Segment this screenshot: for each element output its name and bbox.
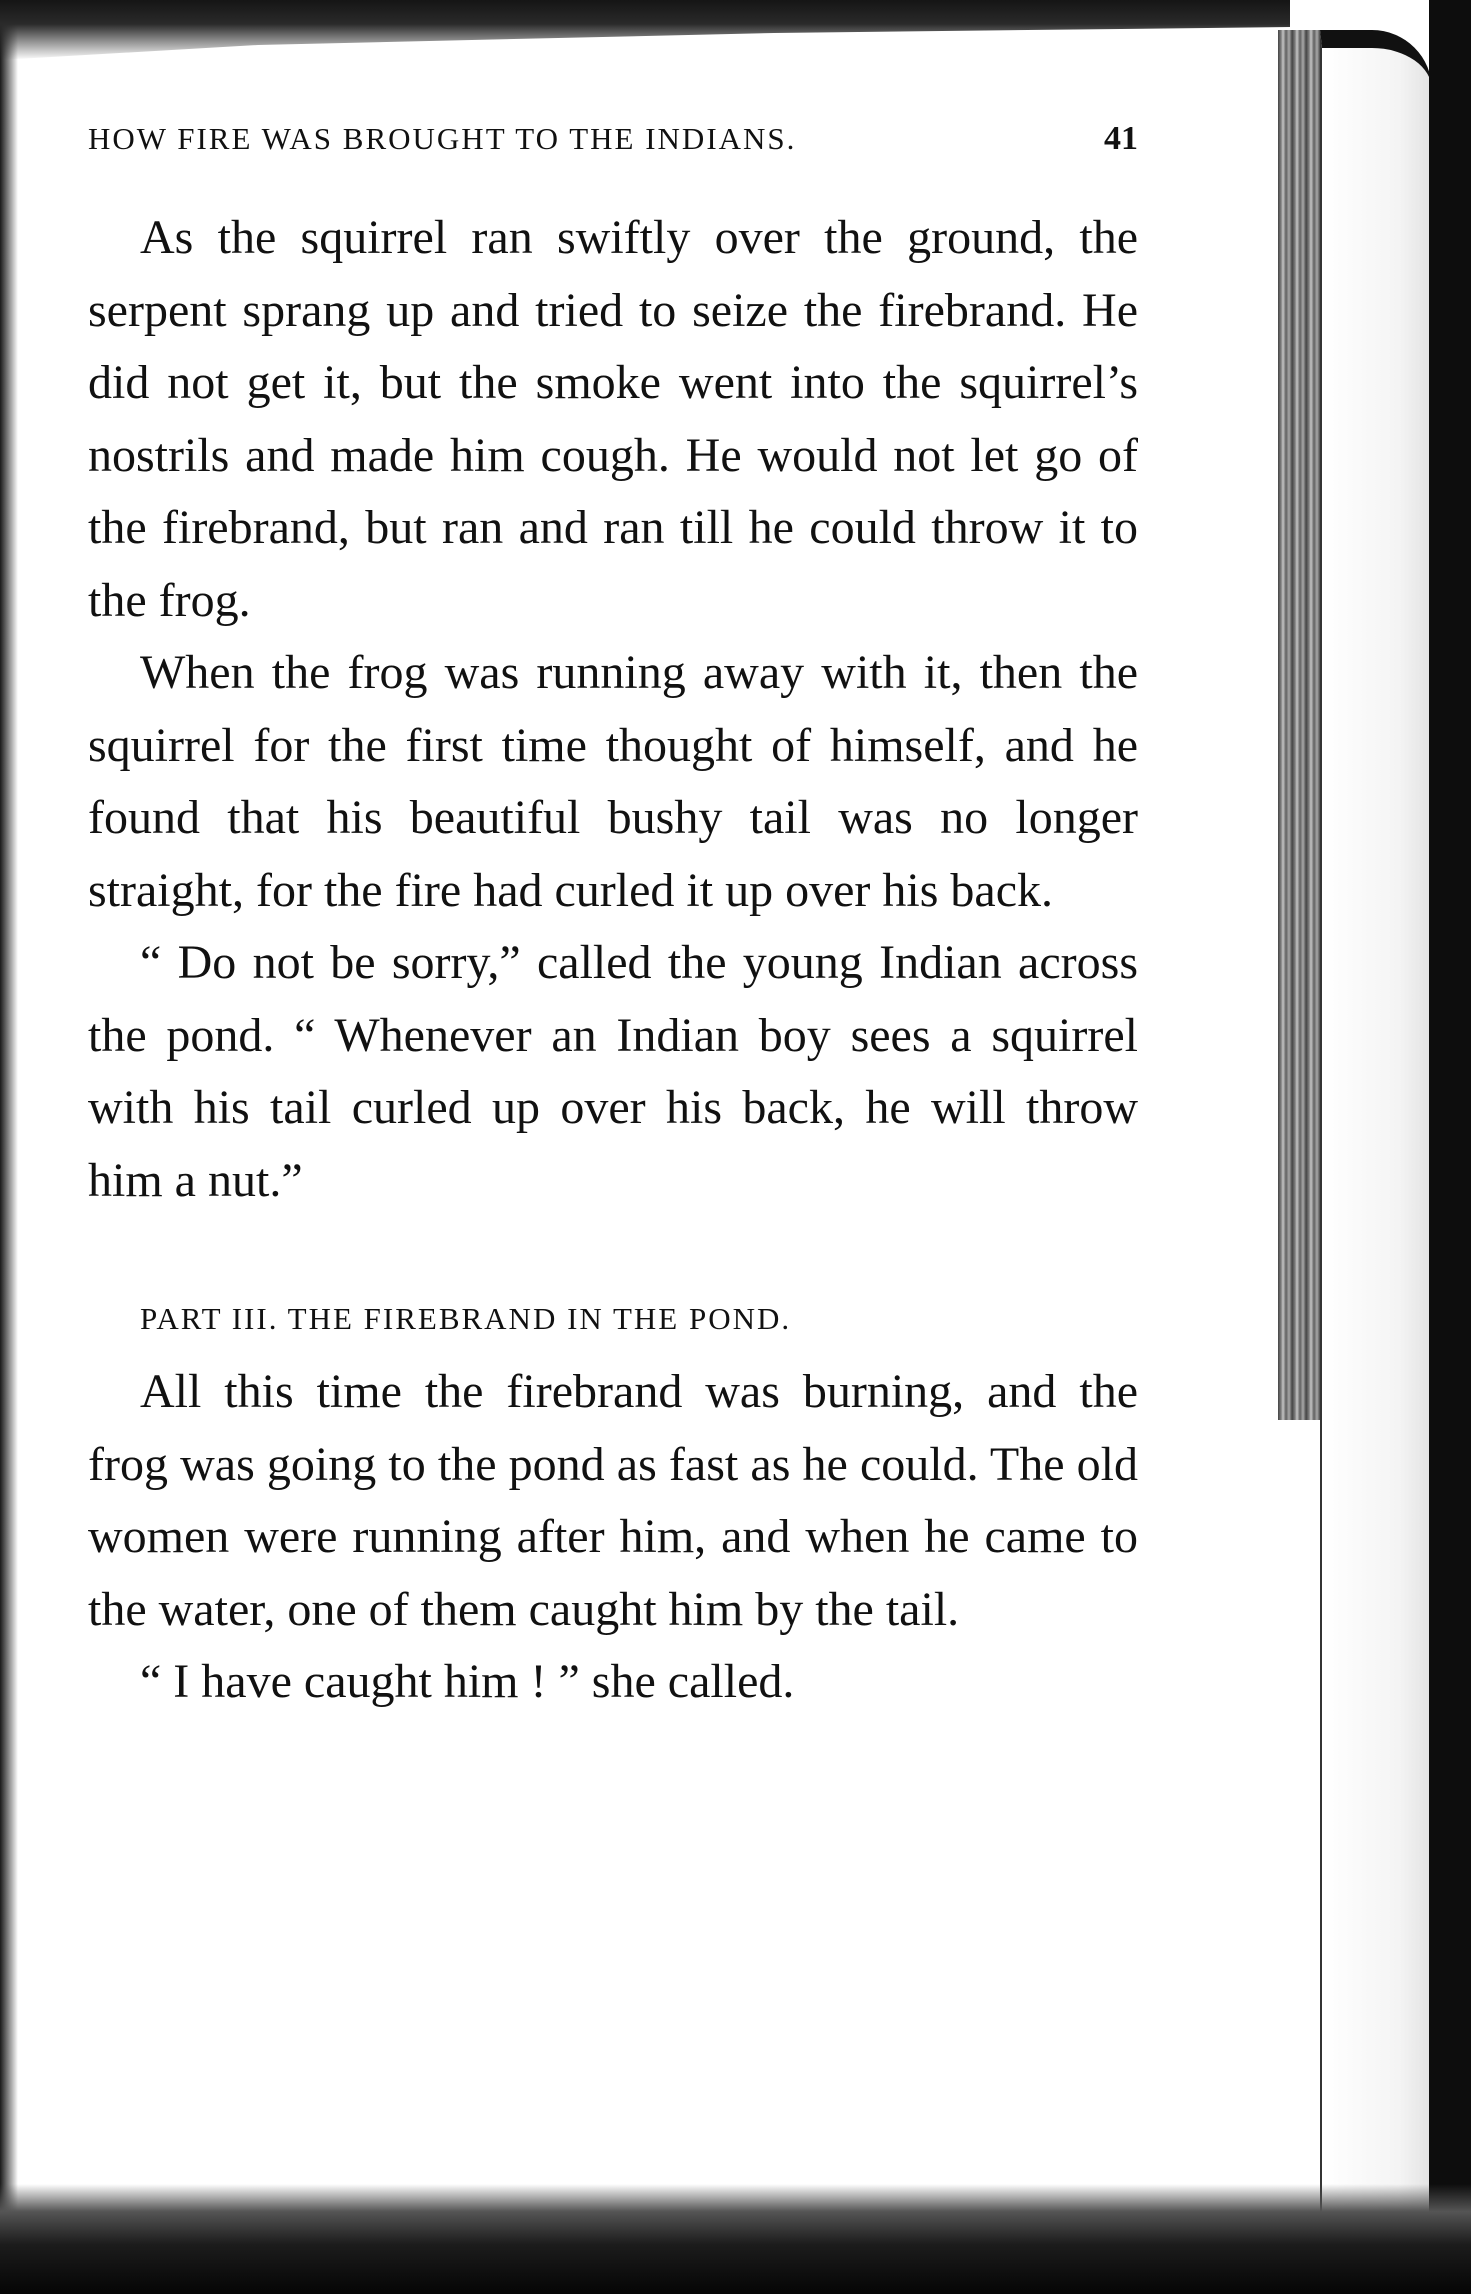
page-number: 41 xyxy=(1104,120,1138,157)
scan-left-shadow xyxy=(0,0,18,2294)
running-head-title: HOW FIRE WAS BROUGHT TO THE INDIANS. xyxy=(88,121,797,156)
scan-top-shadow xyxy=(0,0,1290,60)
scan-bottom-shadow xyxy=(0,2184,1471,2294)
scan-binding-edge xyxy=(1278,30,1320,1420)
paragraph: When the frog was running away with it, then the squirrel for the first time thought of himself, and he found that his beautiful bushy tail was no longer straight, for the fire had curled it up over his back. xyxy=(88,646,1138,917)
text-part-3 xyxy=(88,1356,1138,1719)
paragraph: All this time the firebrand was burning, and the frog was going to the pond as fast as he could. The old women were running after him, and when he came to the water, one of them caught him by the tail. xyxy=(88,1365,1138,1636)
paragraph: “ I have caught him ! ” she called. xyxy=(140,1655,795,1708)
section-heading: PART III. THE FIREBRAND IN THE POND. xyxy=(140,1301,792,1336)
paragraph: As the squirrel ran swiftly over the ground, the serpent sprang up and tried to seize the firebrand. He did not get it, but the smoke went into the squirrel’s nostrils and made him cough. He would not let go of the firebrand, but ran and ran till he could throw it to the frog. xyxy=(88,211,1138,627)
running-head xyxy=(88,120,1138,158)
scan-right-shadow xyxy=(1429,0,1471,2294)
scan-page-curl xyxy=(1320,30,1432,2278)
book-page xyxy=(88,120,1138,1719)
paragraph: “ Do not be sorry,” called the young Indian across the pond. “ Whenever an Indian boy sees a squirrel with his tail curled up over his back, he will throw him a nut.” xyxy=(88,936,1138,1207)
text-part-2 xyxy=(88,202,1138,1217)
